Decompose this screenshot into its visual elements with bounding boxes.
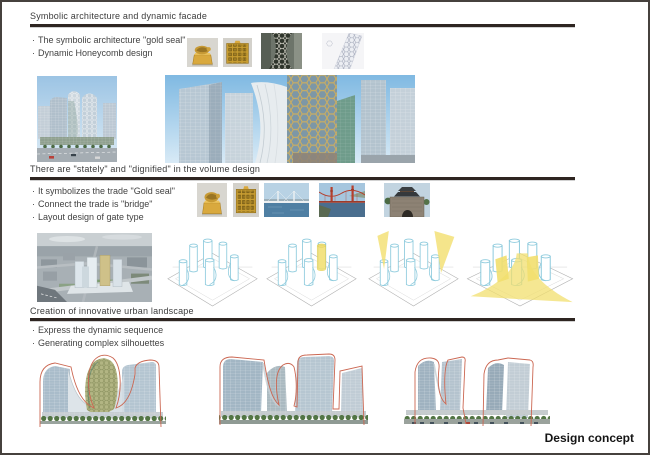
bullet-marker: · bbox=[32, 48, 35, 58]
section-facade-rule bbox=[30, 24, 575, 27]
bullet-text: The symbolic architecture "gold seal" bbox=[38, 35, 186, 45]
elevation-3 bbox=[404, 352, 550, 430]
bullet-marker: · bbox=[32, 338, 35, 348]
tower-render-closeup bbox=[165, 75, 415, 163]
diagram-massing-graphic bbox=[165, 230, 260, 308]
diagram-gate bbox=[464, 230, 576, 308]
elevation-1 bbox=[34, 352, 170, 430]
tower-render-perspective bbox=[37, 76, 117, 162]
gold-seal-base-thumb bbox=[223, 38, 252, 67]
tower-render-perspective-graphic bbox=[37, 76, 117, 162]
bullet-text: Dynamic Honeycomb design bbox=[38, 48, 153, 58]
elevation-2 bbox=[215, 351, 370, 430]
volume-bullet-2 bbox=[32, 199, 152, 209]
gold-seal-base-graphic bbox=[223, 38, 252, 67]
bullet-text: Generating complex silhouettes bbox=[38, 338, 165, 348]
gold-seal-photo-thumb-2 bbox=[197, 183, 227, 217]
bullet-text: Layout design of gate type bbox=[38, 212, 144, 222]
page-title: Design concept bbox=[544, 431, 634, 445]
elevation-1-graphic bbox=[34, 352, 170, 430]
suspension-bridge-thumb bbox=[319, 183, 365, 217]
gold-seal-photo-graphic bbox=[187, 38, 218, 67]
section-landscape-heading: Creation of innovative urban landscape bbox=[30, 306, 194, 316]
diagram-bridge-graphic bbox=[366, 230, 461, 308]
gold-seal-photo-graphic bbox=[197, 183, 227, 217]
elevation-2-graphic bbox=[215, 351, 370, 430]
facade-bullet-2 bbox=[32, 48, 153, 58]
section-volume-heading: There are "stately" and "dignified" in the volume design bbox=[30, 164, 261, 174]
volume-bullet-1 bbox=[32, 186, 175, 196]
facade-bullet-1 bbox=[32, 35, 185, 45]
bullet-marker: · bbox=[32, 35, 35, 45]
honeycomb-facade-thumb bbox=[261, 33, 302, 69]
bullet-text: Express the dynamic sequence bbox=[38, 325, 164, 335]
section-facade-heading: Symbolic architecture and dynamic facade bbox=[30, 11, 208, 21]
diagram-seal-graphic bbox=[264, 230, 359, 308]
honeycomb-sketch-graphic bbox=[322, 33, 364, 69]
section-volume-rule bbox=[30, 177, 575, 180]
gold-seal-base-graphic bbox=[233, 183, 259, 217]
bullet-marker: · bbox=[32, 325, 35, 335]
cable-bridge-thumb bbox=[264, 183, 309, 217]
aerial-render bbox=[37, 233, 152, 302]
diagram-bridge bbox=[366, 230, 461, 308]
diagram-massing bbox=[165, 230, 260, 308]
diagram-seal bbox=[264, 230, 359, 308]
volume-bullet-3 bbox=[32, 212, 144, 222]
gold-seal-base-thumb-2 bbox=[233, 183, 259, 217]
landscape-bullet-1 bbox=[32, 325, 163, 335]
elevation-3-graphic bbox=[404, 352, 550, 430]
city-gate-graphic bbox=[384, 183, 430, 217]
bullet-marker: · bbox=[32, 212, 35, 222]
cable-bridge-graphic bbox=[264, 183, 309, 217]
aerial-render-graphic bbox=[37, 233, 152, 302]
gold-seal-photo-thumb bbox=[187, 38, 218, 67]
honeycomb-sketch-thumb bbox=[322, 33, 364, 69]
tower-render-closeup-graphic bbox=[165, 75, 415, 163]
bullet-marker: · bbox=[32, 186, 35, 196]
landscape-bullet-2 bbox=[32, 338, 164, 348]
suspension-bridge-graphic bbox=[319, 183, 365, 217]
section-landscape-rule bbox=[30, 318, 575, 321]
bullet-marker: · bbox=[32, 199, 35, 209]
honeycomb-facade-graphic bbox=[261, 33, 302, 69]
diagram-gate-graphic bbox=[464, 230, 576, 308]
bullet-text: Connect the trade is "bridge" bbox=[38, 199, 153, 209]
bullet-text: It symbolizes the trade "Gold seal" bbox=[38, 186, 175, 196]
city-gate-thumb bbox=[384, 183, 430, 217]
